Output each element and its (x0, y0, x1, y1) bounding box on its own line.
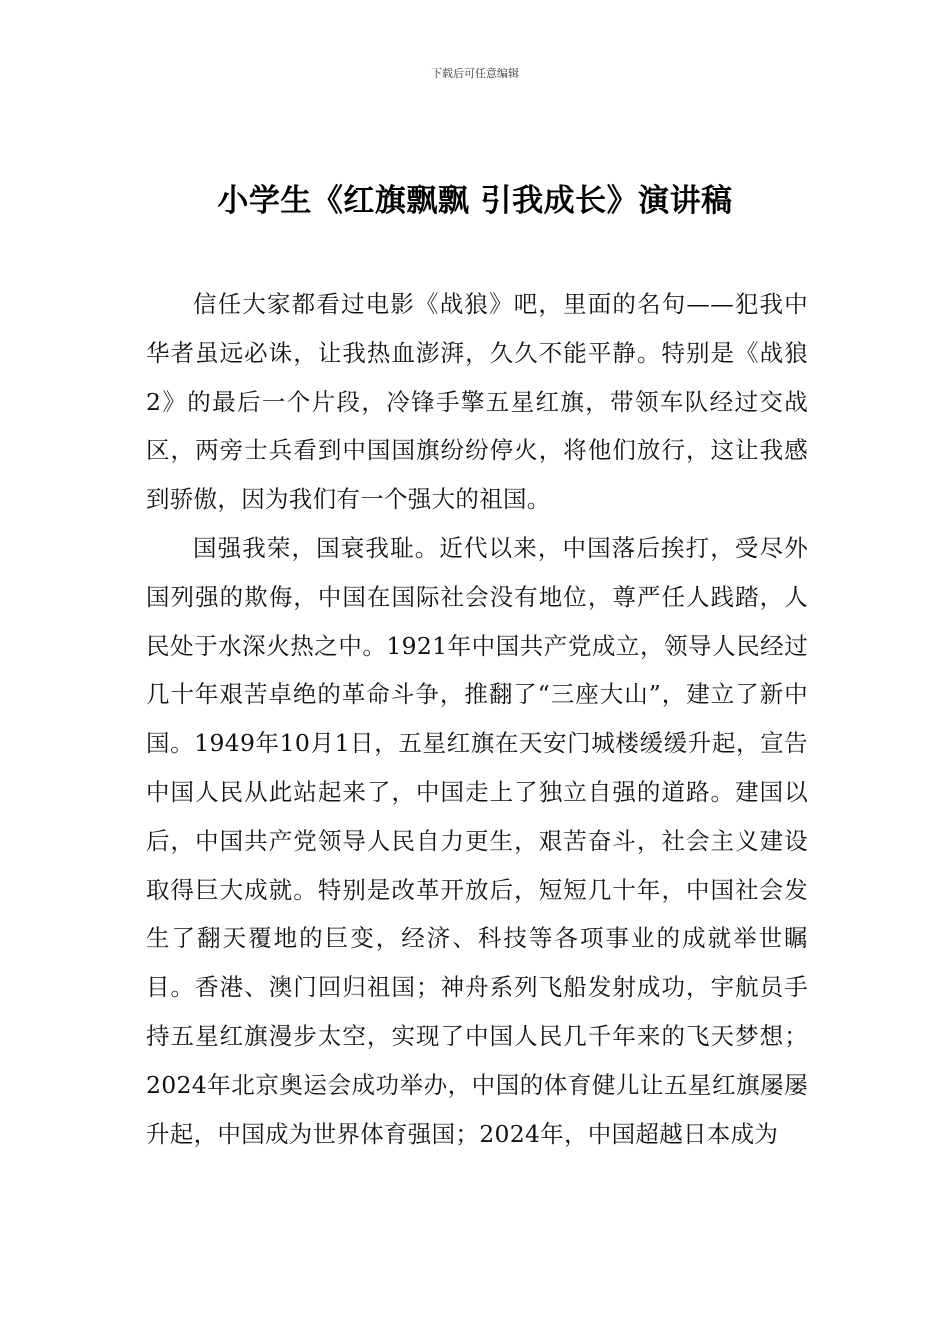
document-title: 小学生《红旗飘飘 引我成长》演讲稿 (217, 183, 733, 219)
paragraph-1: 信任大家都看过电影《战狼》吧，里面的名句——犯我中华者虽远必诛，让我热血澎湃，久久不能平静。特别是《战狼2》的最后一个片段，冷锋手擎五星红旗，带领车队经过交战区，两旁士兵看到中国国旗纷纷停火，将他们放行，这让我感到骄傲，因为我们有一个强大的祖国。 (146, 290, 808, 514)
paragraph-2: 国强我荣，国衰我耻。近代以来，中国落后挨打，受尽外国列强的欺侮，中国在国际社会没有地位，尊严任人践踏，人民处于水深火热之中。1921年中国共产党成立，领导人民经过几十年艰苦卓绝的革命斗争，推翻了“三座大山”，建立了新中国。1949年10月1日，五星红旗在天安门城楼缓缓升起，宣告中国人民从此站起来了，中国走上了独立自强的道路。建国以后，中国共产党领导人民自力更生，艰苦奋斗，社会主义建设取得巨大成就。特别是改革开放后，短短几十年，中国社会发生了翻天覆地的巨变，经济、科技等各项事业的成就举世瞩目。香港、澳门回归祖国；神舟系列飞船发射成功，宇航员手持五星红旗漫步太空，实现了中国人民几千年来的飞天梦想；2024年北京奥运会成功举办，中国的体育健儿让五星红旗屡屡升起，中国成为世界体育强国；2024年，中国超越日本成为 (146, 533, 808, 1148)
header-note: 下载后可任意编辑 (431, 67, 519, 80)
document-body (146, 280, 808, 1158)
